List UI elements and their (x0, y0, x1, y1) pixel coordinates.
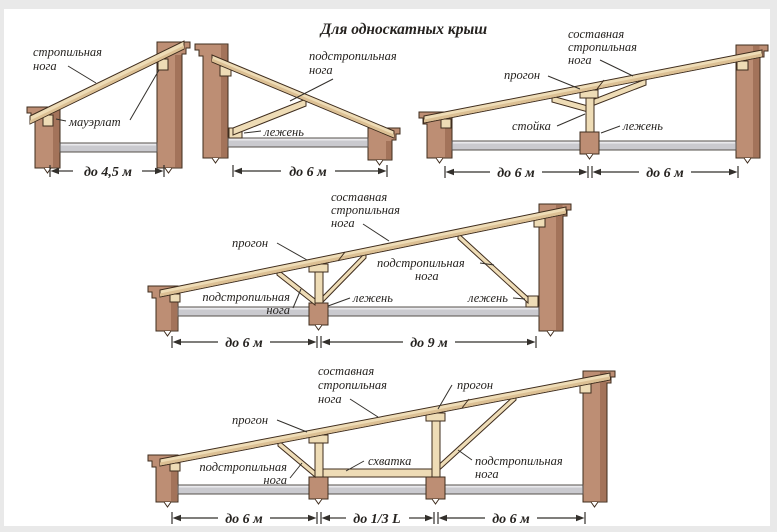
lezhen-pointer (244, 131, 261, 133)
dimension-9m (321, 336, 536, 351)
wall-break-mark (164, 502, 171, 507)
label-composite-line1: составная (331, 190, 388, 204)
dimension-third-L (321, 512, 434, 527)
post-2 (432, 421, 440, 477)
dimension-6m-left (445, 166, 588, 181)
label-strut-right-line2: нога (475, 467, 499, 481)
dimension-text: до 6 м (646, 166, 684, 181)
label-skhvatka: схватка (368, 454, 412, 468)
dimension-6m-left (172, 512, 317, 527)
dimension-6m (172, 336, 317, 351)
tie-skhvatka (321, 469, 433, 477)
mauerlat-block-left (441, 119, 451, 128)
label-mauerlat: мауэрлат (69, 115, 121, 129)
progon-pointer (548, 76, 580, 89)
diagram-5-two-posts (148, 364, 615, 527)
lezhen-base-block-2 (426, 477, 445, 499)
label-strut-right-line2: нога (415, 269, 439, 283)
base-break-mark-1 (315, 499, 322, 504)
base-break-mark (315, 325, 322, 330)
dimension-text: до 6 м (492, 512, 530, 527)
dimension-text: до 9 м (410, 336, 448, 351)
label-rafter-leg-line1: стропильная (33, 45, 102, 59)
strut-right-pointer (458, 450, 472, 460)
stoyka-pointer (557, 114, 585, 126)
mauerlat-block-left (170, 294, 180, 302)
dimension-6m-right (592, 166, 738, 181)
mauerlat-pointer-right (130, 70, 159, 120)
wall-break-mark (164, 331, 171, 336)
label-stoyka: стойка (512, 119, 551, 133)
label-lezhen: лежень (264, 125, 304, 139)
lezhen-base-block-1 (309, 477, 328, 499)
page-title: Для односкатных крыш (320, 21, 488, 38)
diagram-2-lean-to-6m (195, 44, 400, 180)
strut-left-pointer (290, 463, 302, 478)
wall-break-mark (744, 158, 751, 163)
wall-break-mark (591, 502, 598, 507)
composite-rafter-leg (160, 207, 566, 297)
composite-label-pointer (600, 60, 633, 76)
label-strut-line1: подстропильная (309, 49, 397, 63)
label-progon: прогон (504, 68, 541, 82)
floor-slab (178, 485, 583, 494)
dimension-6m (233, 165, 387, 180)
label-composite-line2: стропильная (318, 378, 387, 392)
dimension-text: до 6 м (289, 165, 327, 180)
label-strut-left-line2: нога (266, 303, 290, 317)
post-1 (315, 443, 323, 477)
base-break-mark-2 (432, 499, 439, 504)
label-strut-right-line1: подстропильная (475, 454, 563, 468)
lezhen-base-block (580, 132, 599, 154)
label-progon-left: прогон (232, 413, 269, 427)
dimension-text: до 6 м (497, 166, 535, 181)
post-stoyka (586, 98, 594, 132)
dimension-text: до 1/3 L (353, 512, 401, 527)
post-stoyka (315, 272, 323, 303)
label-composite-line3: нога (331, 216, 355, 230)
lezhen-pointer (601, 126, 620, 133)
dimension-text: до 6 м (225, 336, 263, 351)
label-strut-line2: нога (309, 63, 333, 77)
diagram-1-lean-to-4_5m (27, 41, 190, 180)
lezhen-center-pointer (328, 298, 350, 306)
strut-left-pointer (293, 289, 301, 308)
label-strut-right-line1: подстропильная (377, 256, 465, 270)
floor-slab (60, 143, 157, 152)
label-rafter-leg-line2: нога (33, 59, 57, 73)
label-strut-left-line1: подстропильная (199, 460, 287, 474)
label-composite-line3: нога (318, 392, 342, 406)
dimension-text: до 6 м (225, 512, 263, 527)
rafter-label-pointer (68, 66, 96, 83)
label-composite-line2: стропильная (568, 40, 637, 54)
floor-slab (228, 138, 368, 147)
label-lezhen: лежень (623, 119, 663, 133)
wall-break-mark (212, 158, 219, 163)
label-progon-right: прогон (457, 378, 494, 392)
wall-break-mark (376, 160, 383, 165)
lezhen-base-block (309, 303, 328, 325)
label-composite-line1: составная (318, 364, 375, 378)
label-composite-line1: составная (568, 27, 625, 41)
label-strut-left-line2: нога (263, 473, 287, 487)
label-composite-line2: стропильная (331, 203, 400, 217)
diagram-4-post-15m (148, 190, 571, 351)
progon-left-pointer (277, 420, 307, 432)
diagram-3-post-12m (419, 27, 768, 181)
label-composite-line3: нога (568, 53, 592, 67)
dimension-text: до 4,5 м (83, 165, 133, 180)
label-lezhen-right: лежень (468, 291, 508, 305)
progon-pointer (277, 243, 307, 260)
mauerlat-block-right (737, 61, 748, 70)
label-lezhen-center: лежень (353, 291, 393, 305)
dimension-6m-right (438, 512, 585, 527)
composite-label-pointer (350, 399, 378, 417)
wall-break-mark (436, 158, 443, 163)
label-progon: прогон (232, 236, 269, 250)
wall-break-mark (165, 168, 172, 173)
base-break-mark (586, 154, 593, 159)
wall-break-mark (547, 331, 554, 336)
label-strut-left-line1: подстропильная (202, 290, 290, 304)
dimension-4_5m (50, 165, 164, 180)
floor-slab (178, 307, 539, 316)
composite-label-pointer (363, 224, 389, 241)
